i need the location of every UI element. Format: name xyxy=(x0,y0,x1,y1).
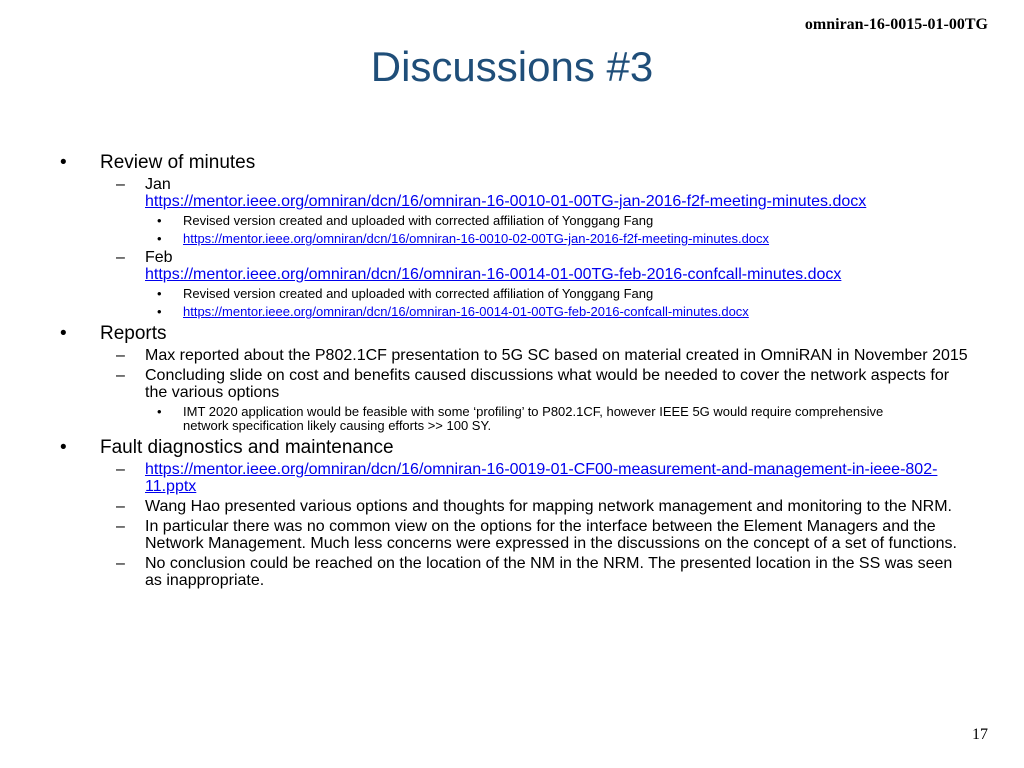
dash-marker: – xyxy=(116,347,125,364)
bullet-marker: • xyxy=(157,286,162,301)
bullet-fault-diagnostics xyxy=(0,437,1024,458)
jan-revised-minutes-link[interactable]: https://mentor.ieee.org/omniran/dcn/16/omniran-16-0010-02-00TG-jan-2016-f2f-meeting-minutes.docx xyxy=(183,231,770,246)
sub-item-text: Concluding slide on cost and benefits caused discussions what would be needed to cover the network aspects for the various options xyxy=(145,367,950,401)
document-id: omniran-16-0015-01-00TG xyxy=(804,16,988,33)
bullet-review-of-minutes xyxy=(0,152,1024,173)
sub-item-text: Wang Hao presented various options and thoughts for mapping network management and monitoring to the NRM. xyxy=(145,498,952,515)
sub-sub-item-text: IMT 2020 application would be feasible with some ‘profiling’ to P802.1CF, however IEEE 5G would require comprehensive network specification likely causing efforts >> 100 SY. xyxy=(183,404,884,433)
sub-item-fault-4 xyxy=(0,555,1024,589)
bullet-text: Fault diagnostics and maintenance xyxy=(100,437,394,458)
sub-item-text: Max reported about the P802.1CF presentation to 5G SC based on material created in OmniRAN in November 2015 xyxy=(145,347,968,364)
sub-item-report-2 xyxy=(0,367,1024,401)
page-number: 17 xyxy=(972,726,988,743)
sub-sub-item-jan-note xyxy=(0,214,1024,228)
sub-item-fault-link xyxy=(0,461,1024,495)
sub-sub-item-jan-revised xyxy=(0,232,1024,246)
jan-minutes-link[interactable]: https://mentor.ieee.org/omniran/dcn/16/omniran-16-0010-01-00TG-jan-2016-f2f-meeting-minutes.docx xyxy=(145,193,867,210)
dash-marker: – xyxy=(116,461,125,478)
sub-sub-item-text: Revised version created and uploaded with corrected affiliation of Yonggang Fang xyxy=(183,213,654,228)
dash-marker: – xyxy=(116,249,125,266)
bullet-reports xyxy=(0,323,1024,344)
bullet-marker: • xyxy=(157,304,162,319)
sub-item-report-1 xyxy=(0,347,1024,364)
bullet-marker: • xyxy=(60,323,67,344)
sub-item-text: In particular there was no common view on the options for the interface between the Element Managers and the Network Management. Much less concerns were expressed in the discussions on the concept of a set of functions. xyxy=(145,518,957,552)
sub-sub-item-imt2020 xyxy=(0,405,1024,433)
slide-content xyxy=(0,148,1024,589)
dash-marker: – xyxy=(116,518,125,535)
sub-item-text: No conclusion could be reached on the location of the NM in the NRM. The presented location in the SS was seen as inappropriate. xyxy=(145,555,953,589)
measurement-management-link[interactable]: https://mentor.ieee.org/omniran/dcn/16/omniran-16-0019-01-CF00-measurement-and-management-in-ieee-802-11.pptx xyxy=(145,461,938,495)
sub-sub-item-text: Revised version created and uploaded with corrected affiliation of Yonggang Fang xyxy=(183,286,654,301)
bullet-text: Review of minutes xyxy=(100,152,256,173)
sub-item-feb xyxy=(0,249,1024,283)
dash-marker: – xyxy=(116,176,125,193)
sub-item-jan xyxy=(0,176,1024,210)
sub-sub-item-feb-revised xyxy=(0,305,1024,319)
bullet-text: Reports xyxy=(100,323,167,344)
bullet-marker: • xyxy=(157,213,162,228)
sub-item-label: Feb xyxy=(145,249,173,266)
sub-item-fault-2 xyxy=(0,498,1024,515)
slide-title: Discussions #3 xyxy=(370,43,654,90)
feb-minutes-link[interactable]: https://mentor.ieee.org/omniran/dcn/16/omniran-16-0014-01-00TG-feb-2016-confcall-minutes.docx xyxy=(145,266,842,283)
dash-marker: – xyxy=(116,367,125,384)
sub-item-label: Jan xyxy=(145,176,171,193)
sub-sub-item-feb-note xyxy=(0,287,1024,301)
sub-item-fault-3 xyxy=(0,518,1024,552)
bullet-marker: • xyxy=(157,231,162,246)
dash-marker: – xyxy=(116,555,125,572)
bullet-marker: • xyxy=(60,437,67,458)
feb-revised-minutes-link[interactable]: https://mentor.ieee.org/omniran/dcn/16/omniran-16-0014-01-00TG-feb-2016-confcall-minutes.docx xyxy=(183,304,749,319)
bullet-marker: • xyxy=(157,404,162,419)
dash-marker: – xyxy=(116,498,125,515)
bullet-marker: • xyxy=(60,152,67,173)
